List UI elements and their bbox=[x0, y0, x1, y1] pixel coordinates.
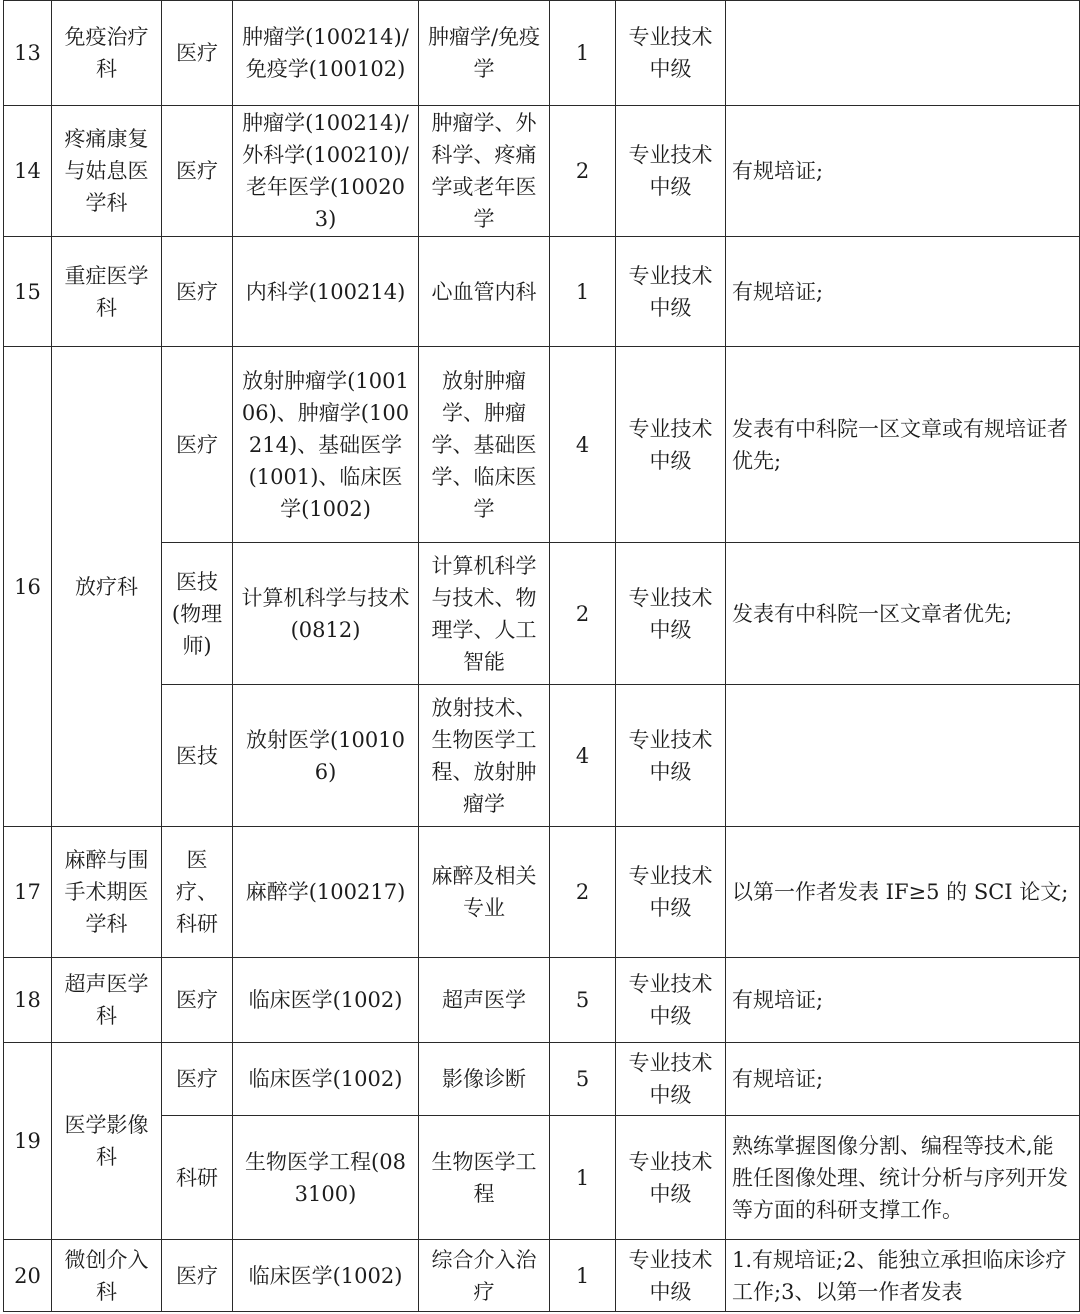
major-cell: 临床医学(1002) bbox=[233, 1240, 419, 1312]
headcount-cell: 2 bbox=[550, 543, 616, 685]
requirement-cell: 有规培证; bbox=[726, 237, 1080, 347]
direction-cell: 生物医学工程 bbox=[419, 1116, 550, 1240]
headcount-cell: 5 bbox=[550, 958, 616, 1043]
major-cell: 临床医学(1002) bbox=[233, 958, 419, 1043]
department-cell: 免疫治疗科 bbox=[52, 1, 162, 106]
requirement-cell: 以第一作者发表 IF≥5 的 SCI 论文; bbox=[726, 827, 1080, 958]
direction-cell: 放射肿瘤学、肿瘤学、基础医学、临床医学 bbox=[419, 347, 550, 543]
direction-cell: 麻醉及相关专业 bbox=[419, 827, 550, 958]
major-cell: 放射医学(100106) bbox=[233, 685, 419, 827]
title-level-cell: 专业技术中级 bbox=[616, 958, 726, 1043]
title-level-cell: 专业技术中级 bbox=[616, 827, 726, 958]
direction-cell: 超声医学 bbox=[419, 958, 550, 1043]
headcount-cell: 1 bbox=[550, 237, 616, 347]
headcount-cell: 5 bbox=[550, 1043, 616, 1116]
direction-cell: 计算机科学与技术、物理学、人工智能 bbox=[419, 543, 550, 685]
table-row bbox=[4, 237, 1080, 347]
major-cell: 麻醉学(100217) bbox=[233, 827, 419, 958]
row-number: 18 bbox=[4, 958, 52, 1043]
table-row bbox=[4, 347, 1080, 543]
table-row bbox=[4, 1116, 1080, 1240]
title-level-cell: 专业技术中级 bbox=[616, 543, 726, 685]
table-row bbox=[4, 543, 1080, 685]
table-row bbox=[4, 106, 1080, 237]
table-row bbox=[4, 1240, 1080, 1312]
row-number: 15 bbox=[4, 237, 52, 347]
recruitment-table-page bbox=[3, 0, 1079, 1312]
post-type-cell: 医疗 bbox=[162, 237, 233, 347]
row-number: 16 bbox=[4, 347, 52, 827]
major-cell: 计算机科学与技术(0812) bbox=[233, 543, 419, 685]
table-row bbox=[4, 958, 1080, 1043]
recruitment-table bbox=[3, 0, 1080, 1312]
post-type-cell: 医疗 bbox=[162, 1043, 233, 1116]
requirement-cell: 熟练掌握图像分割、编程等技术,能胜任图像处理、统计分析与序列开发等方面的科研支撑工作。 bbox=[726, 1116, 1080, 1240]
title-level-cell: 专业技术中级 bbox=[616, 237, 726, 347]
department-cell: 超声医学科 bbox=[52, 958, 162, 1043]
major-cell: 临床医学(1002) bbox=[233, 1043, 419, 1116]
department-cell: 麻醉与围手术期医学科 bbox=[52, 827, 162, 958]
title-level-cell: 专业技术中级 bbox=[616, 685, 726, 827]
requirement-cell: 有规培证; bbox=[726, 958, 1080, 1043]
title-level-cell: 专业技术中级 bbox=[616, 347, 726, 543]
requirement-cell: 有规培证; bbox=[726, 1043, 1080, 1116]
major-cell: 内科学(100214) bbox=[233, 237, 419, 347]
headcount-cell: 2 bbox=[550, 106, 616, 237]
department-cell: 重症医学科 bbox=[52, 237, 162, 347]
title-level-cell: 专业技术中级 bbox=[616, 106, 726, 237]
title-level-cell: 专业技术中级 bbox=[616, 1043, 726, 1116]
department-cell: 疼痛康复与姑息医学科 bbox=[52, 106, 162, 237]
post-type-cell: 医疗、科研 bbox=[162, 827, 233, 958]
headcount-cell: 1 bbox=[550, 1240, 616, 1312]
post-type-cell: 医技 bbox=[162, 685, 233, 827]
post-type-cell: 医疗 bbox=[162, 347, 233, 543]
post-type-cell: 医技(物理师) bbox=[162, 543, 233, 685]
row-number: 19 bbox=[4, 1043, 52, 1240]
requirement-cell: 发表有中科院一区文章或有规培证者优先; bbox=[726, 347, 1080, 543]
headcount-cell: 1 bbox=[550, 1116, 616, 1240]
requirement-cell: 发表有中科院一区文章者优先; bbox=[726, 543, 1080, 685]
major-cell: 放射肿瘤学(100106)、肿瘤学(100214)、基础医学(1001)、临床医学(1002) bbox=[233, 347, 419, 543]
major-cell: 肿瘤学(100214)/免疫学(100102) bbox=[233, 1, 419, 106]
headcount-cell: 4 bbox=[550, 347, 616, 543]
requirement-cell: 有规培证; bbox=[726, 106, 1080, 237]
department-cell: 微创介入科 bbox=[52, 1240, 162, 1312]
direction-cell: 肿瘤学、外科学、疼痛学或老年医学 bbox=[419, 106, 550, 237]
post-type-cell: 医疗 bbox=[162, 1, 233, 106]
title-level-cell: 专业技术中级 bbox=[616, 1240, 726, 1312]
major-cell: 生物医学工程(083100) bbox=[233, 1116, 419, 1240]
headcount-cell: 2 bbox=[550, 827, 616, 958]
title-level-cell: 专业技术中级 bbox=[616, 1116, 726, 1240]
requirement-cell: 1.有规培证;2、能独立承担临床诊疗工作;3、以第一作者发表 bbox=[726, 1240, 1080, 1312]
direction-cell: 放射技术、生物医学工程、放射肿瘤学 bbox=[419, 685, 550, 827]
row-number: 20 bbox=[4, 1240, 52, 1312]
row-number: 13 bbox=[4, 1, 52, 106]
post-type-cell: 科研 bbox=[162, 1116, 233, 1240]
row-number: 17 bbox=[4, 827, 52, 958]
requirement-cell bbox=[726, 1, 1080, 106]
direction-cell: 肿瘤学/免疫学 bbox=[419, 1, 550, 106]
requirement-cell bbox=[726, 685, 1080, 827]
post-type-cell: 医疗 bbox=[162, 106, 233, 237]
direction-cell: 影像诊断 bbox=[419, 1043, 550, 1116]
row-number: 14 bbox=[4, 106, 52, 237]
table-row bbox=[4, 685, 1080, 827]
post-type-cell: 医疗 bbox=[162, 1240, 233, 1312]
direction-cell: 综合介入治疗 bbox=[419, 1240, 550, 1312]
table-row bbox=[4, 1, 1080, 106]
major-cell: 肿瘤学(100214)/外科学(100210)/老年医学(100203) bbox=[233, 106, 419, 237]
direction-cell: 心血管内科 bbox=[419, 237, 550, 347]
table-row bbox=[4, 1043, 1080, 1116]
department-cell: 放疗科 bbox=[52, 347, 162, 827]
title-level-cell: 专业技术中级 bbox=[616, 1, 726, 106]
department-cell: 医学影像科 bbox=[52, 1043, 162, 1240]
post-type-cell: 医疗 bbox=[162, 958, 233, 1043]
headcount-cell: 1 bbox=[550, 1, 616, 106]
table-row bbox=[4, 827, 1080, 958]
headcount-cell: 4 bbox=[550, 685, 616, 827]
